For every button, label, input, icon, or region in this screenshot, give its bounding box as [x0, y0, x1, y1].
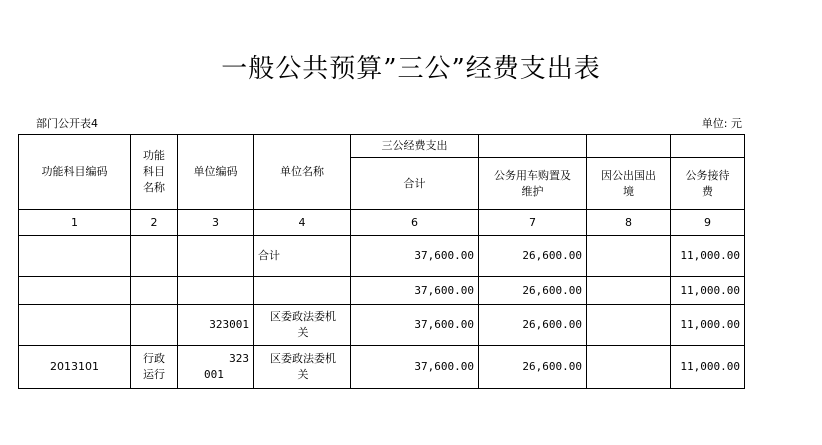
header-group: 三公经费支出 [351, 135, 479, 158]
page-title: 一般公共预算”三公”经费支出表 [221, 54, 601, 84]
total-cell: 37,600.00 [351, 305, 479, 346]
unit-label: 单位: 元 [701, 117, 742, 130]
header-group-blank [671, 135, 745, 158]
table-row [19, 236, 745, 277]
unit-name-cell: 区委政法委机 关 [254, 346, 351, 389]
unit-name-cell: 区委政法委机 关 [254, 305, 351, 346]
func-code-cell: 2013101 [19, 346, 131, 389]
func-code-cell [19, 305, 131, 346]
table-row [19, 305, 745, 346]
index-cell: 8 [587, 210, 671, 236]
func-code-cell [19, 277, 131, 305]
vehicle-cell: 26,600.00 [479, 346, 587, 389]
func-code-cell [19, 236, 131, 277]
expense-table [18, 134, 745, 389]
index-cell: 9 [671, 210, 745, 236]
header-func-code: 功能科目编码 [19, 135, 131, 210]
func-name-cell [131, 236, 178, 277]
unit-code-cell [178, 277, 254, 305]
abroad-cell [587, 277, 671, 305]
reception-cell: 11,000.00 [671, 236, 745, 277]
func-name-cell [131, 305, 178, 346]
header-abroad: 因公出国出 境 [587, 158, 671, 210]
header-unit-code: 单位编码 [178, 135, 254, 210]
header-total: 合计 [351, 158, 479, 210]
table-id-label: 部门公开表4 [36, 117, 98, 130]
index-cell: 4 [254, 210, 351, 236]
abroad-cell [587, 346, 671, 389]
index-row [19, 210, 745, 236]
vehicle-cell: 26,600.00 [479, 277, 587, 305]
unit-name-cell [254, 277, 351, 305]
unit-name-cell: 合计 [254, 236, 351, 277]
func-name-cell [131, 277, 178, 305]
reception-cell: 11,000.00 [671, 305, 745, 346]
header-vehicle: 公务用车购置及 维护 [479, 158, 587, 210]
table-row [19, 277, 745, 305]
header-unit-name: 单位名称 [254, 135, 351, 210]
total-cell: 37,600.00 [351, 346, 479, 389]
total-cell: 37,600.00 [351, 277, 479, 305]
unit-code-cell: 323001 [178, 305, 254, 346]
vehicle-cell: 26,600.00 [479, 305, 587, 346]
index-cell: 3 [178, 210, 254, 236]
abroad-cell [587, 236, 671, 277]
index-cell: 2 [131, 210, 178, 236]
func-name-cell: 行政 运行 [131, 346, 178, 389]
index-cell: 1 [19, 210, 131, 236]
unit-code-cell [178, 236, 254, 277]
abroad-cell [587, 305, 671, 346]
reception-cell: 11,000.00 [671, 277, 745, 305]
header-func-name: 功能 科目 名称 [131, 135, 178, 210]
unit-code-cell: 323 001 [178, 346, 254, 389]
reception-cell: 11,000.00 [671, 346, 745, 389]
header-reception: 公务接待 费 [671, 158, 745, 210]
total-cell: 37,600.00 [351, 236, 479, 277]
index-cell: 6 [351, 210, 479, 236]
index-cell: 7 [479, 210, 587, 236]
table-row [19, 346, 745, 389]
header-group-blank [479, 135, 587, 158]
vehicle-cell: 26,600.00 [479, 236, 587, 277]
header-group-blank [587, 135, 671, 158]
